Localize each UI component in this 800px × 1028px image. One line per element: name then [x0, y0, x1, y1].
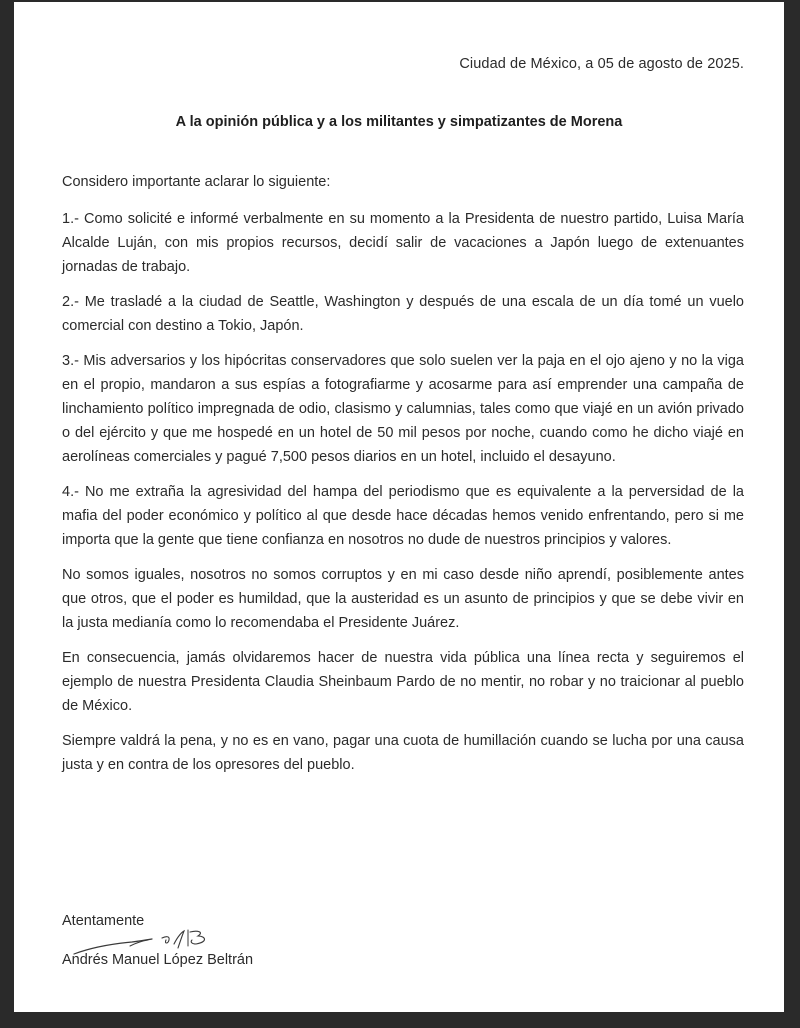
paragraph-values: No somos iguales, nosotros no somos corruptos y en mi caso desde niño aprendí, posiblemente antes que otros, que el poder es humildad, que la austeridad es un asunto de principios y que se debe vivir en la justa medianía como lo recomendaba el Presidente Juárez.: [62, 567, 744, 631]
paragraph-point-3: 3.- Mis adversarios y los hipócritas conservadores que solo suelen ver la paja en el ojo ajeno y no la viga en el propio, mandaron a sus espías a fotografiarme y acosarme para así emprender una campaña de linchamiento político impregnada de odio, clasismo y calumnias, tales como que viajé en un avión privado o del ejército y que me hospedé en un hotel de 50 mil pesos por noche, cuando como he dicho viajé en aerolíneas comerciales y pagué 7,500 pesos diarios en un hotel, incluido el desayuno.: [62, 353, 744, 465]
letter-body: [62, 170, 744, 788]
intro-paragraph: Considero importante aclarar lo siguiente:: [62, 174, 331, 190]
paragraph-point-2: 2.- Me trasladé a la ciudad de Seattle, Washington y después de una escala de un día tomé un vuelo comercial con destino a Tokio, Japón.: [62, 294, 744, 334]
paragraph-consequence: En consecuencia, jamás olvidaremos hacer de nuestra vida pública una línea recta y seguiremos el ejemplo de nuestra Presidenta Claudia Sheinbaum Pardo de no mentir, no robar y no traicionar al pueblo de México.: [62, 650, 744, 714]
letter-heading: A la opinión pública y a los militantes y simpatizantes de Morena: [175, 114, 623, 130]
paragraph-final: Siempre valdrá la pena, y no es en vano, pagar una cuota de humillación cuando se lucha por una causa justa y en contra de los opresores del pueblo.: [62, 733, 744, 773]
letter-page: [14, 2, 784, 1012]
date-line: Ciudad de México, a 05 de agosto de 2025.: [459, 56, 744, 72]
paragraph-point-4: 4.- No me extraña la agresividad del hampa del periodismo que es equivalente a la perversidad de la mafia del poder económico y político al que desde hace décadas hemos venido enfrentando, pero si me importa que la gente que tiene confianza en nosotros no dude de nuestros principios y valores.: [62, 484, 744, 548]
closing-salutation: Atentamente: [62, 913, 145, 929]
signer-name: Andrés Manuel López Beltrán: [62, 952, 254, 968]
paragraph-point-1: 1.- Como solicité e informé verbalmente en su momento a la Presidenta de nuestro partido, Luisa María Alcalde Luján, con mis propios recursos, decidí salir de vacaciones a Japón luego de extenuantes jornadas de trabajo.: [62, 211, 744, 275]
